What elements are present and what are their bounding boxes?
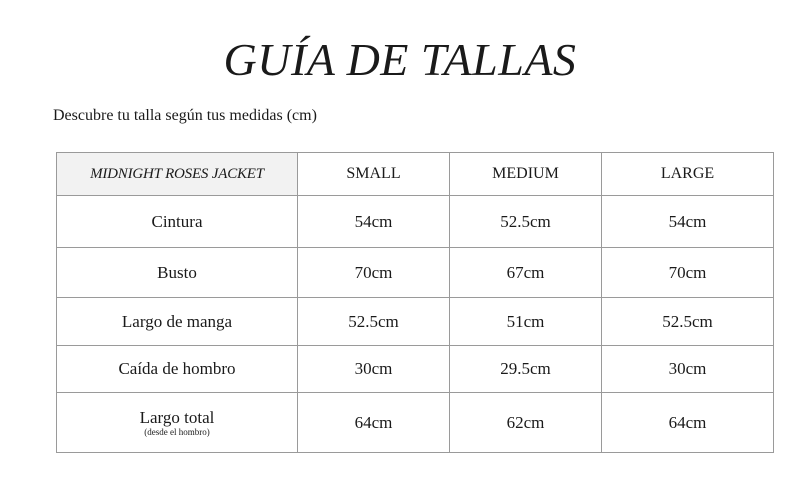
table-row <box>57 346 774 393</box>
measurement-value-small: 52.5cm <box>298 298 450 346</box>
measurement-value-small: 64cm <box>298 393 450 453</box>
measurement-label-cell <box>57 393 298 453</box>
size-header-large: LARGE <box>602 153 774 196</box>
measurement-label-cell <box>57 298 298 346</box>
product-name-header: MIDNIGHT ROSES JACKET <box>57 153 298 196</box>
measurement-value-large: 30cm <box>602 346 774 393</box>
measurement-label: Largo total <box>139 408 215 427</box>
measurement-label-cell <box>57 248 298 298</box>
measurement-value-large: 70cm <box>602 248 774 298</box>
page-subtitle: Descubre tu talla según tus medidas (cm) <box>53 107 317 124</box>
size-header-medium: MEDIUM <box>450 153 602 196</box>
size-guide-table <box>56 152 774 453</box>
measurement-label: Largo de manga <box>121 311 233 331</box>
page-title: GUÍA DE TALLAS <box>223 34 577 85</box>
table-row <box>57 393 774 453</box>
table-row <box>57 298 774 346</box>
measurement-label: Busto <box>157 262 197 282</box>
measurement-value-medium: 52.5cm <box>450 196 602 248</box>
measurement-value-large: 52.5cm <box>602 298 774 346</box>
measurement-value-medium: 51cm <box>450 298 602 346</box>
table-row <box>57 248 774 298</box>
measurement-label-cell <box>57 196 298 248</box>
measurement-label: Cintura <box>151 211 203 231</box>
table-row <box>57 196 774 248</box>
measurement-label-cell <box>57 346 298 393</box>
measurement-value-medium: 62cm <box>450 393 602 453</box>
table-header-row <box>57 153 774 196</box>
measurement-value-medium: 67cm <box>450 248 602 298</box>
measurement-value-large: 54cm <box>602 196 774 248</box>
measurement-label: Caída de hombro <box>118 359 236 378</box>
measurement-value-small: 30cm <box>298 346 450 393</box>
measurement-value-small: 54cm <box>298 196 450 248</box>
measurement-value-medium: 29.5cm <box>450 346 602 393</box>
size-header-small: SMALL <box>298 153 450 196</box>
measurement-value-large: 64cm <box>602 393 774 453</box>
measurement-note: (desde el hombro) <box>144 427 210 437</box>
measurement-value-small: 70cm <box>298 248 450 298</box>
